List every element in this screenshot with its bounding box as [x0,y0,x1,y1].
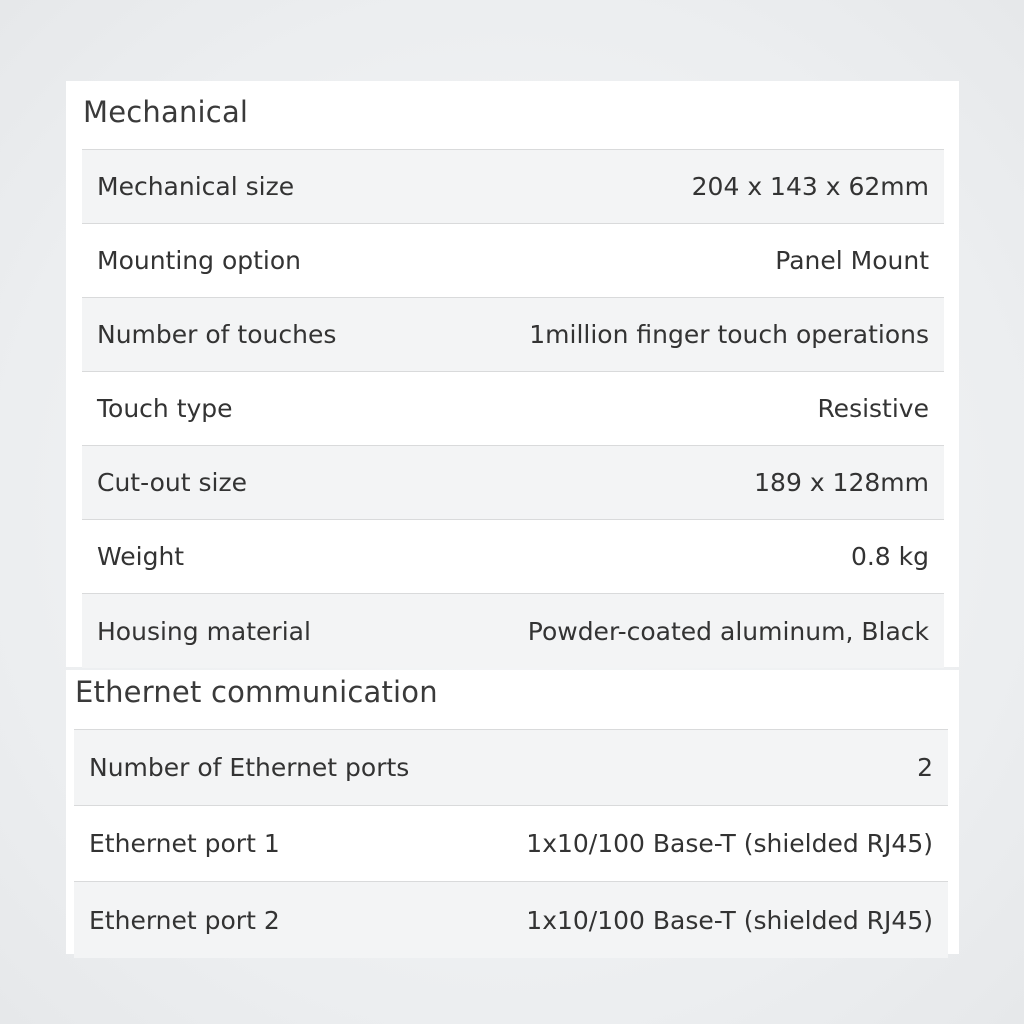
spec-row-cut-out-size [82,446,944,520]
spec-label: Number of Ethernet ports [89,753,410,782]
spec-row-weight [82,520,944,594]
spec-value: 1x10/100 Base-T (shielded RJ45) [526,829,933,858]
mechanical-spec-table [82,149,944,668]
spec-value: 2 [917,753,933,782]
spec-label: Ethernet port 2 [89,905,280,935]
spec-label: Mechanical size [97,172,295,201]
section-title-ethernet: Ethernet communication [75,675,438,709]
spec-value: Powder-coated aluminum, Black [527,616,929,646]
spec-label: Number of touches [97,320,337,349]
spec-value: 189 x 128mm [754,468,929,497]
mechanical-spec-card [66,81,959,667]
spec-row-mounting-option [82,224,944,298]
spec-label: Weight [97,542,185,571]
spec-value: 0.8 kg [850,542,929,571]
spec-row-number-of-touches [82,298,944,372]
spec-value: 1million finger touch operations [529,320,929,349]
spec-value: Panel Mount [775,246,929,275]
section-title-mechanical: Mechanical [83,95,249,129]
spec-label: Cut-out size [97,468,247,497]
spec-label: Housing material [97,616,311,646]
spec-label: Touch type [97,394,233,423]
spec-value: Resistive [817,394,929,423]
ethernet-spec-card [66,670,959,954]
ethernet-spec-table [74,729,948,958]
spec-row-touch-type [82,372,944,446]
spec-row-number-of-ethernet-ports [74,730,948,806]
spec-value: 204 x 143 x 62mm [691,172,929,201]
spec-value: 1x10/100 Base-T (shielded RJ45) [526,905,933,935]
spec-row-ethernet-port-2 [74,882,948,958]
spec-row-ethernet-port-1 [74,806,948,882]
spec-label: Ethernet port 1 [89,829,280,858]
spec-row-mechanical-size [82,150,944,224]
spec-label: Mounting option [97,246,302,275]
spec-row-housing-material [82,594,944,668]
